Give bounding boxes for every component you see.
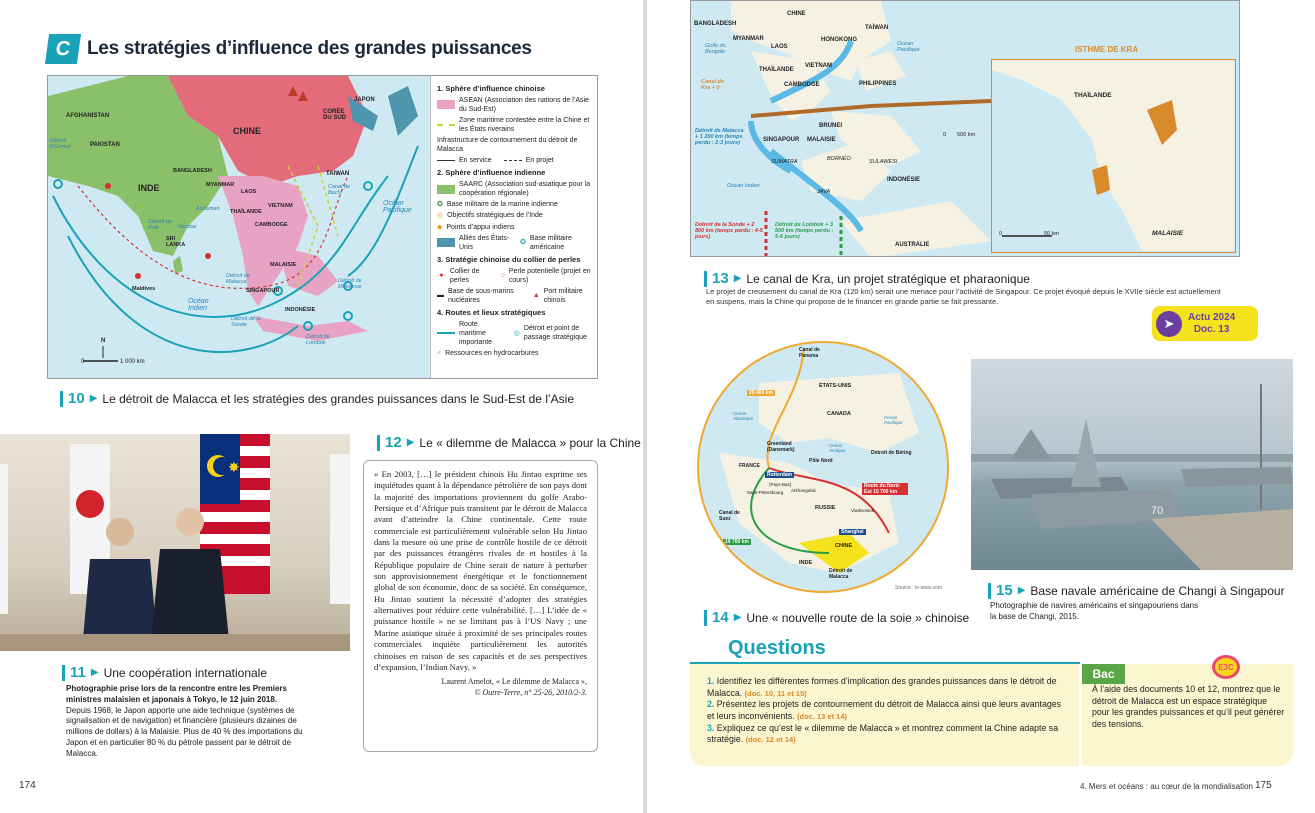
pier (1151, 509, 1293, 570)
svg-text:✸: ✸ (228, 459, 240, 475)
g-canada: CANADA (827, 411, 851, 417)
allies-swatch (437, 238, 455, 247)
doc13-text: Le projet de creusement du canal de Kra (120 km) serait une menace pour l’activité de Singapour. Ce projet évoqué depuis le XVIIe siècle est actuellement en suspens, mais la Chine qui propose de le financer en grande partie se fait pressante. (706, 287, 1221, 307)
doc14-caption-text: Une « nouvelle route de la soie » chinoise (746, 610, 970, 625)
legend-service: En service (459, 157, 492, 165)
g-rotterdam: Rotterdam (767, 472, 793, 478)
legend-base-ind: Base militaire de la marine indienne (446, 201, 558, 209)
question-2-ref: (doc. 13 et 14) (796, 712, 848, 722)
label13-lombok: Détroit de Lombok + 3 500 km (temps perdu : 5-6 jours) (775, 222, 834, 240)
play-icon: ▶ (90, 667, 99, 678)
label-indonesie: INDONÉSIE (285, 307, 316, 313)
question-2-number: 2. (707, 699, 715, 710)
caption-bar (60, 391, 63, 407)
label13-indien: Océan Indien (727, 183, 760, 189)
label-ocean-pacifique: Océan Pacifique (383, 200, 412, 214)
question-1-text: Identifiez les différentes formes d’implication des grandes puissances dans le détroit de Malacca. (707, 676, 1057, 698)
question-2-text: Présentez les projets de contournement du détroit de Malacca ainsi que leurs avantages et leurs inconvénients. (707, 699, 1062, 722)
zone-swatch (437, 124, 455, 126)
g-vladivostok: Vladivostok (851, 508, 875, 513)
strait-icon: ◎ (513, 329, 520, 337)
caption-doc12 (377, 434, 641, 451)
g-suez: Canal de Suez (719, 510, 740, 522)
question-1-ref: (doc. 10, 11 et 15) (744, 688, 807, 698)
map10-legend (430, 76, 598, 379)
label-thailande: THAÏLANDE (230, 209, 262, 215)
label13-golfe: Golfe du Bengale (705, 43, 726, 55)
label-detroit-sonde: Détroit de la Sonde (231, 316, 261, 328)
caption-bar (62, 665, 65, 681)
legend-points: Points d’appui indiens (446, 223, 515, 231)
japan-flag-disc (76, 490, 104, 518)
label13-java: JAVA (817, 189, 831, 195)
question-3-ref: (doc. 12 et 14) (745, 735, 796, 745)
map-doc10 (47, 75, 598, 379)
legend-h2: 2. Sphère d’influence indienne (437, 168, 546, 178)
floor (0, 634, 350, 651)
label13-cambodge: CAMBODGE (784, 82, 820, 88)
diamond-icon: ◆ (437, 223, 443, 231)
port-icon: ▲ (532, 292, 540, 300)
g-arkhangelsk: Arkhangelsk (791, 488, 816, 493)
pearl-1 (135, 273, 141, 279)
questions-box (690, 664, 1079, 766)
label13-malacca: Détroit de Malacca + 1 200 km (temps perdu : 2-3 jours) (695, 128, 744, 146)
label13-malaisie: MALAISIE (807, 137, 836, 143)
caption-doc14 (704, 609, 969, 626)
us-base-icon: ✪ (520, 239, 526, 247)
label-scale: 1 000 km (120, 359, 145, 365)
doc11-title: Photographie prise lors de la rencontre entre les Premiers ministres malaisien et japonais à Tokyo, le 12 juin 2018. (66, 684, 287, 704)
doc13-caption-text: Le canal de Kra, un projet stratégique et pharaonique (746, 271, 1030, 286)
label-detroit-makassar: Détroit de Makassar (338, 278, 362, 290)
inset-zero: 0 (999, 231, 1003, 237)
doc11-text: Depuis 1968, le Japon apporte une aide technique (systèmes de signalisation et de navigation) et financière (plusieurs dizaines de millions de dollars) à la Malaisie. Plus de 40 % des importations du Japon et en particulier 80 % du pétrole passent par le détroit de Malacca. (66, 705, 303, 758)
ship-3 (1181, 467, 1293, 487)
bac-label: Bac (1082, 664, 1125, 684)
label-myanmar: MYANMAR (206, 182, 235, 188)
g-oc-arc: Océan Arctique (829, 443, 846, 453)
label13-vietnam: VIETNAM (805, 63, 832, 69)
label-north: N (101, 338, 106, 344)
label-japon: JAPON (354, 97, 375, 103)
label-nicobar: Nicobar (178, 224, 197, 230)
label13-kra: Canal de Kra + 0 (701, 79, 724, 91)
label13-brunei: BRUNEI (819, 123, 843, 129)
section-badge: C (45, 34, 81, 64)
label-laos: LAOS (241, 189, 257, 195)
label-detroit-ormuz: Détroit d’Ormuz (50, 138, 71, 150)
map10-canvas (48, 76, 430, 379)
inset-isthme-kra (991, 59, 1236, 253)
g-greenland: Greenland (Danemark) (767, 441, 795, 453)
label-andaman: Andaman (196, 206, 220, 212)
label-malaisie: MALAISIE (270, 262, 297, 268)
bac-text: À l’aide des documents 10 et 12, montrez que le détroit de Malacca est un espace stratégique pour les grandes puissances et qu’il peut générer des tensions. (1092, 684, 1285, 730)
doc15-text: Photographie de navires américains et singapouriens dans la base de Changi, 2015. (990, 601, 1199, 621)
page-number-left: 174 (19, 780, 36, 791)
g-malacca: Détroit de Malacca (829, 568, 853, 580)
label-detroit-palk: Détroit de Palk (148, 219, 172, 231)
label13-philippines: PHILIPPINES (859, 81, 897, 87)
doc11-number: 11 (70, 664, 86, 681)
inset-canal-2 (1092, 165, 1110, 195)
g-oc-pac: Océan Pacifique (884, 415, 903, 425)
inset-title: ISTHME DE KRA (1075, 45, 1139, 54)
label13-sulawesi: SULAWESI (869, 159, 898, 165)
inset-land (992, 60, 1234, 251)
doc14-source: Source : le-orsis.com (895, 585, 942, 591)
label-chine: CHINE (233, 126, 262, 136)
actu-badge[interactable] (1152, 306, 1258, 341)
person2-head (176, 508, 204, 536)
globe-eurasia (719, 453, 899, 573)
star-icon: ✪ (437, 201, 443, 209)
e3c-badge-icon: E3C (1212, 655, 1240, 679)
photo-doc11 (0, 434, 350, 651)
g-bering: Détroit de Béring (871, 450, 912, 456)
pearl-2 (205, 253, 211, 259)
label-inde: INDE (138, 183, 160, 193)
g-shanghai: Shanghai (841, 529, 864, 535)
doc12-source (374, 677, 587, 698)
caption-doc10 (60, 390, 574, 407)
cursor-click-icon: ➤ (1156, 311, 1182, 337)
label-detroit-lombok: Détroit de Lombok (306, 334, 330, 346)
doc12-source-author: Laurent Amelot, « Le dilemme de Malacca », (441, 677, 587, 687)
g-france: FRANCE (739, 463, 760, 469)
photo-doc15 (971, 359, 1293, 570)
photo15-drawing (971, 359, 1293, 570)
legend-infra: Infrastructure de contournement du détroit de Malacca (437, 137, 578, 154)
g-russie: RUSSIE (815, 505, 836, 511)
g-d19: 19 700 km (725, 539, 749, 545)
submarine-icon: ▬ (437, 292, 444, 300)
g-usa: ÉTATS-UNIS (819, 383, 852, 389)
canal-bachi (364, 182, 372, 190)
pearl-3 (105, 183, 111, 189)
strait-lombok (344, 312, 352, 320)
legend-route: Route maritime importante (459, 320, 493, 346)
label-maldives: Maldives (132, 286, 156, 292)
doc15-number: 15 (996, 582, 1013, 599)
oil-icon: ⁖ (437, 349, 442, 357)
questions-title: Questions (728, 637, 826, 659)
actu-line1: Actu 2024 (1188, 312, 1236, 323)
page-number-right: 175 (1255, 780, 1272, 791)
doc12-number: 12 (385, 434, 402, 451)
map-doc13 (690, 0, 1240, 257)
target-icon: ◎ (437, 212, 444, 220)
label-bangladesh: BANGLADESH (173, 168, 212, 174)
question-3-number: 3. (707, 722, 715, 733)
route-swatch (437, 332, 455, 334)
legend-h4: 4. Routes et lieux stratégiques (437, 307, 546, 317)
legend-h3: 3. Stratégie chinoise du collier de perles (437, 254, 581, 264)
strait-ormuz (54, 180, 62, 188)
play-icon: ▶ (89, 393, 98, 404)
label13-taiwan: TAÏWAN (865, 25, 889, 31)
label13-myanmar: MYANMAR (733, 36, 764, 42)
label13-singapour: SINGAPOUR (763, 137, 800, 143)
legend-collier: Collier de perles (449, 267, 480, 284)
legend-sousmarins: Base de sous-marins nucléaires (448, 287, 514, 304)
service-swatch (437, 160, 455, 161)
play-icon: ▶ (733, 273, 742, 284)
question-3 (707, 723, 1069, 746)
caption-doc13 (704, 270, 1030, 287)
footer-chapter: 4. Mers et océans : au cœur de la mondialisation (1080, 782, 1253, 791)
label13-sonde: Détroit de la Sonde + 2 800 km (temps perdu : 4-5 jours) (695, 222, 763, 240)
legend-asean: ASEAN (Association des nations de l’Asie du Sud-Est) (459, 96, 589, 113)
japan-flag-edge (0, 464, 8, 614)
label13-laos: LAOS (771, 44, 788, 50)
label13-thailande: THAÏLANDE (759, 67, 794, 73)
label13-hongkong: HONGKONG (821, 37, 857, 43)
caption-bar (704, 610, 707, 626)
g-inde: INDE (799, 560, 813, 566)
maritime-route-1 (53, 176, 388, 317)
asean-swatch (437, 100, 455, 109)
question-1 (707, 676, 1069, 699)
caption-doc11 (62, 664, 267, 681)
legend-perle: Perle potentielle (projet en cours) (508, 267, 591, 284)
play-icon: ▶ (1017, 585, 1026, 596)
doc12-caption-text: Le « dilemme de Malacca » pour la Chine (419, 435, 641, 450)
section-header (47, 34, 532, 64)
japan (388, 86, 418, 136)
doc12-quote: « En 2003, […] le président chinois Hu Jintao exprime ses inquiétudes quant à la dépendance pétrolière de son pays dont la majorité des importations proviennent du golfe Arabo-Persique et d’Afrique puis transitent par le détroit de Malacca avant d’atteindre la Chine continentale. Cette route commerciale est particulièrement vulnérable selon Hu Jintao dans la mesure où une prise de contrôle hostile de ce détroit par des puissances étrangères rivales de et hostiles à la République populaire de Chine serait de nature à perturber son approvisionnement énergétique et le fonctionnement global de son économie, donc de sa société. En conséquence, Hu Jintao soutient la nécessité d’adopter des stratégies alternatives pour réduire cette vulnérabilité. […] L’idée de « puissance hostile » ne se limitant pas à l’US Navy ; une Marine asiatique située à proximité de ses principales routes commerciales inquiète particulièrement les autorités chinoises en raison de ses capacités et de ses perspectives d’expansion, l’Indian Navy. » (374, 469, 587, 672)
doc14-number: 14 (712, 609, 729, 626)
doc13-number: 13 (712, 270, 729, 287)
play-icon: ▶ (406, 437, 415, 448)
label13-scale-zero: 0 (943, 132, 947, 138)
inset-thai: THAÏLANDE (1074, 92, 1112, 99)
person1-head (106, 518, 134, 546)
photo11-drawing (0, 434, 350, 651)
doc12-source-ref: © Outre-Terre, n° 25-26, 2010/2-3. (474, 687, 587, 697)
inset-canvas (992, 60, 1234, 251)
inset-mal: MALAISIE (1152, 230, 1184, 237)
g-panama: Canal de Panama (799, 347, 820, 359)
doc11-description (66, 684, 321, 760)
projet-swatch (504, 160, 522, 161)
g-chine: CHINE (835, 543, 853, 549)
label13-borneo: BORNÉO (827, 156, 851, 162)
label-afghanistan: AFGHANISTAN (66, 113, 110, 119)
inset-scale: 50 km (1044, 231, 1059, 237)
label-coree: CORÉE DU SUD (323, 109, 347, 121)
legend-detroit: Détroit et point de passage stratégique (523, 325, 587, 342)
legend-ressources: Ressources en hydrocarbures (445, 349, 539, 357)
question-2 (707, 699, 1069, 722)
borneo (278, 246, 338, 296)
label-taiwan: TAIWAN (326, 171, 350, 177)
doc12-quote-box (363, 460, 598, 752)
pearl-icon: ·●· (437, 272, 446, 280)
doc15-caption-text: Base navale américaine de Changi à Singapour (1030, 583, 1285, 598)
question-1-number: 1. (707, 676, 715, 686)
label-detroit-malacca: Détroit de Malacca (226, 273, 250, 285)
ship-hull-number: 70 (1151, 505, 1164, 517)
globe-canvas (699, 343, 947, 591)
map-doc14 (697, 341, 949, 593)
doc10-number: 10 (68, 390, 85, 407)
saarc-swatch (437, 185, 455, 194)
label-singapour: SINGAPOUR (246, 288, 280, 294)
actu-line2: Doc. 13 (1193, 323, 1230, 335)
label13-bangladesh: BANGLADESH (694, 21, 737, 27)
legend-h1: 1. Sphère d’influence chinoise (437, 84, 545, 93)
sri-lanka (173, 256, 183, 274)
caption-doc15 (988, 582, 1285, 599)
actu-text (1188, 312, 1235, 335)
label13-scale: 500 km (957, 132, 976, 138)
legend-port: Port militaire chinois (543, 287, 583, 304)
ship-1-mast (1011, 429, 1051, 459)
legend-zone: Zone maritime contestée entre la Chine et les États riverains (459, 116, 590, 134)
label-cambodge: CAMBODGE (255, 222, 288, 228)
g-oc-atl: Océan Atlantique (733, 411, 754, 421)
label-vietnam: VIETNAM (268, 203, 293, 209)
ship-2-mast (1071, 419, 1101, 487)
caption-bar (704, 271, 707, 287)
legend-projet: En projet (525, 157, 554, 165)
label13-indonesie: INDONÉSIE (887, 177, 921, 183)
land-australia (841, 201, 991, 257)
g-stpete: Saint-Pétersbourg (747, 490, 784, 495)
japan-flag-right (330, 454, 350, 604)
label-canal-bachi: Canal de Bachi (328, 184, 351, 196)
caption-bar (988, 583, 991, 599)
label-ocean-indien: Océan Indien (188, 298, 209, 312)
g-pole: Pôle Nord (809, 458, 833, 464)
label-srilanka: SRI LANKA (166, 236, 186, 248)
doc11-caption-text: Une coopération internationale (103, 665, 268, 680)
legend-allies: Alliés des États-Unis (459, 234, 510, 251)
caption-bar (377, 435, 380, 451)
label-scale-zero: 0 (81, 359, 85, 365)
pearl-potential-icon: ○ (500, 272, 505, 280)
section-title: Les stratégies d’influence des grandes puissances (87, 38, 532, 59)
legend-saarc: SAARC (Association sud-asiatique pour la coopération régionale) (459, 181, 591, 198)
label13-sumatra: SUMATRA (771, 159, 798, 165)
legend-base-us: Base militaire américaine (529, 234, 572, 251)
g-d25: 25 400 km (749, 390, 773, 396)
g-route-nord: Route du Nord-Est 15 700 km (862, 483, 908, 495)
question-3-text: Expliquez ce qu’est le « dilemme de Malacca » et montrez comment la Chine adapte sa stratégie. (707, 722, 1059, 745)
label-pakistan: PAKISTAN (90, 142, 120, 148)
doc10-caption-text: Le détroit de Malacca et les stratégies des grandes puissances dans le Sud-Est de l’Asie (102, 391, 574, 406)
label13-pacifique: Océan Pacifique (897, 41, 920, 53)
g-paysbas: (Pays-Bas) (769, 482, 792, 487)
play-icon: ▶ (733, 612, 742, 623)
legend-objectifs: Objectifs stratégiques de l’Inde (447, 212, 543, 220)
label13-chine: CHINE (787, 11, 806, 17)
label13-australie: AUSTRALIE (895, 242, 930, 248)
